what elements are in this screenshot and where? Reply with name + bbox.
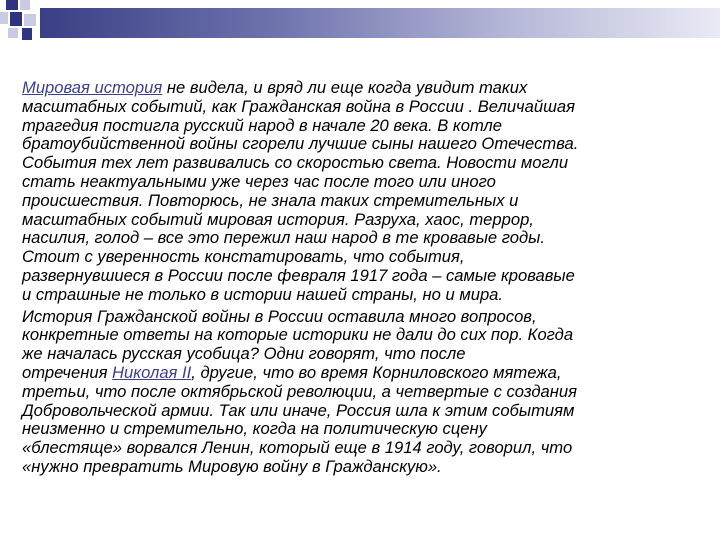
deco-square [20, 0, 30, 10]
text-line: «блестяще» ворвался Ленин, который еще в 1914 году, говорил, что [22, 438, 573, 458]
text-line: конкретные ответы на которые историки не дали до сих пор. Когда [22, 325, 574, 345]
text-line: неизменно и стремительно, когда на политическую сцену [22, 419, 487, 439]
slide-body-text [22, 79, 702, 480]
text-line: третьи, что после октябрьской революции, а четвертые с создания [22, 381, 577, 401]
line-text: , другие, что во время Корниловского мятежа, [191, 362, 562, 382]
deco-square [6, 0, 18, 10]
text-line: происшествия. Повторюсь, не знала таких стремительных и [22, 190, 519, 210]
text-line: Стоит с уверенность констатировать, что события, [22, 247, 465, 267]
line-text: отречения [22, 362, 113, 382]
mirovaya-istoriya-link[interactable]: Мировая история [22, 78, 163, 97]
text-line: масштабных событий, как Гражданская война в России . Величайшая [22, 96, 575, 116]
deco-square [8, 28, 18, 38]
text-line: и страшные не только в истории нашей страны, но и мира. [22, 284, 504, 304]
text-line [22, 364, 702, 383]
paragraph-1 [22, 79, 702, 305]
text-line: братоубийственной войны сгорели лучшие сыны нашего Отечества. [22, 134, 579, 154]
text-line: стать неактуальными уже через час после того или иного [22, 171, 496, 191]
text-line: же началась русская усобица? Одни говорят, что после [22, 344, 466, 364]
text-line [22, 79, 702, 98]
text-line: развернувшиеся в России после февраля 1917 года – самые кровавые [22, 265, 575, 285]
text-line: События тех лет развивались со скоростью света. Новости могли [22, 153, 569, 173]
deco-square [24, 14, 36, 26]
text-line: Добровольческой армии. Так или иначе, Россия шла к этим событиям [22, 400, 575, 420]
deco-square [22, 28, 32, 40]
text-line: трагедия постигла русский народ в начале 20 века. В котле [22, 115, 502, 135]
nikolay-ii-link[interactable]: Николая II [112, 362, 192, 382]
text-line: «нужно превратить Мировую войну в Гражданскую». [22, 456, 442, 476]
header-gradient-bar [40, 8, 720, 38]
deco-square [0, 12, 8, 24]
paragraph-2 [22, 308, 702, 477]
text-line: масштабных событий мировая история. Разруха, хаос, террор, [22, 209, 534, 229]
corner-decoration [0, 0, 720, 45]
text-line: История Гражданской войны в России оставила много вопросов, [22, 306, 537, 326]
line-text: не видела, и вряд ли еще когда увидит таких [162, 78, 528, 97]
text-line: насилия, голод – все это пережил наш народ в те кровавые годы. [22, 228, 545, 248]
deco-square [10, 12, 22, 26]
